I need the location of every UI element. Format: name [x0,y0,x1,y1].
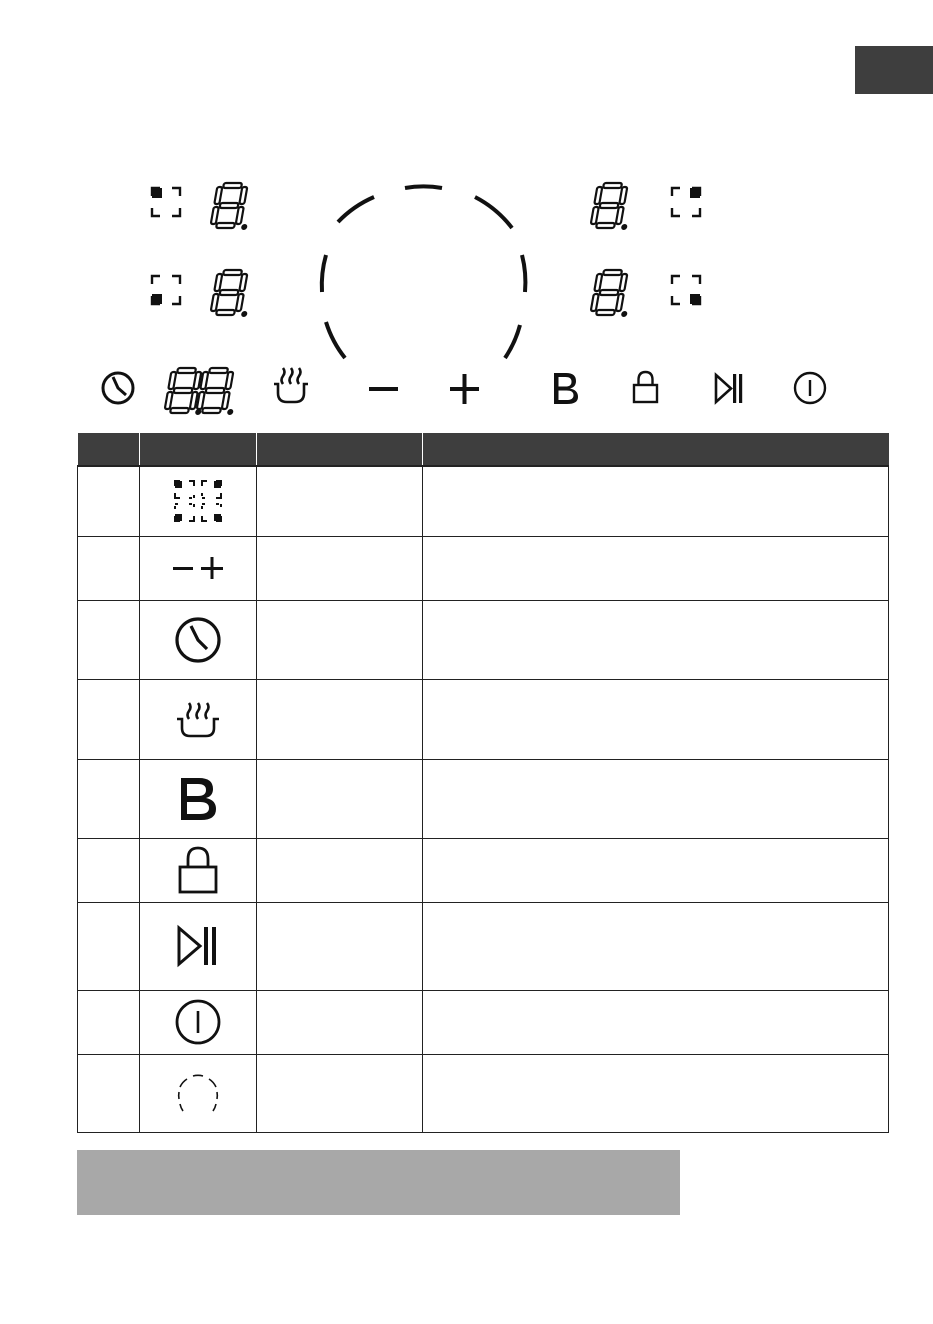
lock-button[interactable] [634,372,657,402]
table-row [78,679,889,759]
row-icon-cell [140,838,257,902]
row-number-cell [78,466,140,536]
row-icon-cell [140,679,257,759]
seven-segment-digit-rear-right [590,270,635,317]
timer-clock-icon [173,615,223,665]
row-description-cell [423,902,889,990]
table-header-number [78,433,140,466]
table-row [78,536,889,600]
table-row [78,759,889,838]
table-header-row [78,433,889,466]
row-number-cell [78,679,140,759]
minus-button[interactable] [369,387,398,391]
cooking-zone-ring-icon [173,1071,223,1115]
keep-warm-icon [173,699,223,739]
play-pause-icon [175,924,221,968]
timer-digit-2 [196,368,241,415]
plus-button[interactable] [450,374,479,404]
row-description-cell [423,759,889,838]
row-number-cell [78,600,140,679]
power-button[interactable] [795,373,825,403]
table-header-symbol [140,433,257,466]
row-icon-cell [140,902,257,990]
table-header-description [423,433,889,466]
row-number-cell [78,759,140,838]
row-icon-cell [140,466,257,536]
row-icon-cell [140,536,257,600]
cooking-zone-ring-icon [322,186,526,358]
zone-indicator-rear-left [152,276,180,304]
row-name-cell [257,536,423,600]
row-number-cell [78,536,140,600]
row-number-cell [78,838,140,902]
zone-indicator-front-right [672,188,700,216]
row-icon-cell [140,990,257,1054]
table-row [78,1054,889,1132]
row-icon-cell [140,600,257,679]
row-description-cell [423,600,889,679]
row-description-cell [423,838,889,902]
seven-segment-digit-front-right [590,183,635,230]
power-icon [173,997,223,1047]
zone-indicator-rear-right [672,276,700,304]
keep-warm-icon[interactable] [274,368,308,402]
control-panel-svg [0,0,933,430]
table-row [78,990,889,1054]
row-icon-cell [140,1054,257,1132]
row-description-cell [423,990,889,1054]
zone-indicators-icon [173,479,223,523]
row-description-cell [423,466,889,536]
row-number-cell [78,902,140,990]
table-row [78,600,889,679]
seven-segment-digit-rear-left [210,270,255,317]
table-row [78,466,889,536]
row-name-cell [257,1054,423,1132]
row-number-cell [78,990,140,1054]
control-panel-diagram [0,0,933,430]
row-name-cell [257,679,423,759]
note-box [77,1150,680,1215]
function-table [77,433,889,1133]
row-number-cell [78,1054,140,1132]
play-pause-button[interactable] [716,374,742,403]
zone-indicator-front-left [152,188,180,216]
row-name-cell [257,990,423,1054]
minus-plus-icon [171,555,225,581]
row-name-cell [257,466,423,536]
table-row [78,902,889,990]
row-description-cell [423,1054,889,1132]
row-name-cell [257,600,423,679]
row-description-cell [423,679,889,759]
row-name-cell [257,759,423,838]
boost-b-icon [178,775,218,823]
timer-clock-icon[interactable] [103,373,133,403]
boost-b-button[interactable] [554,373,578,404]
row-name-cell [257,902,423,990]
row-description-cell [423,536,889,600]
seven-segment-digit-front-left [210,183,255,230]
table-row [78,838,889,902]
row-icon-cell [140,759,257,838]
row-name-cell [257,838,423,902]
table-header-name [257,433,423,466]
lock-icon [176,845,220,895]
